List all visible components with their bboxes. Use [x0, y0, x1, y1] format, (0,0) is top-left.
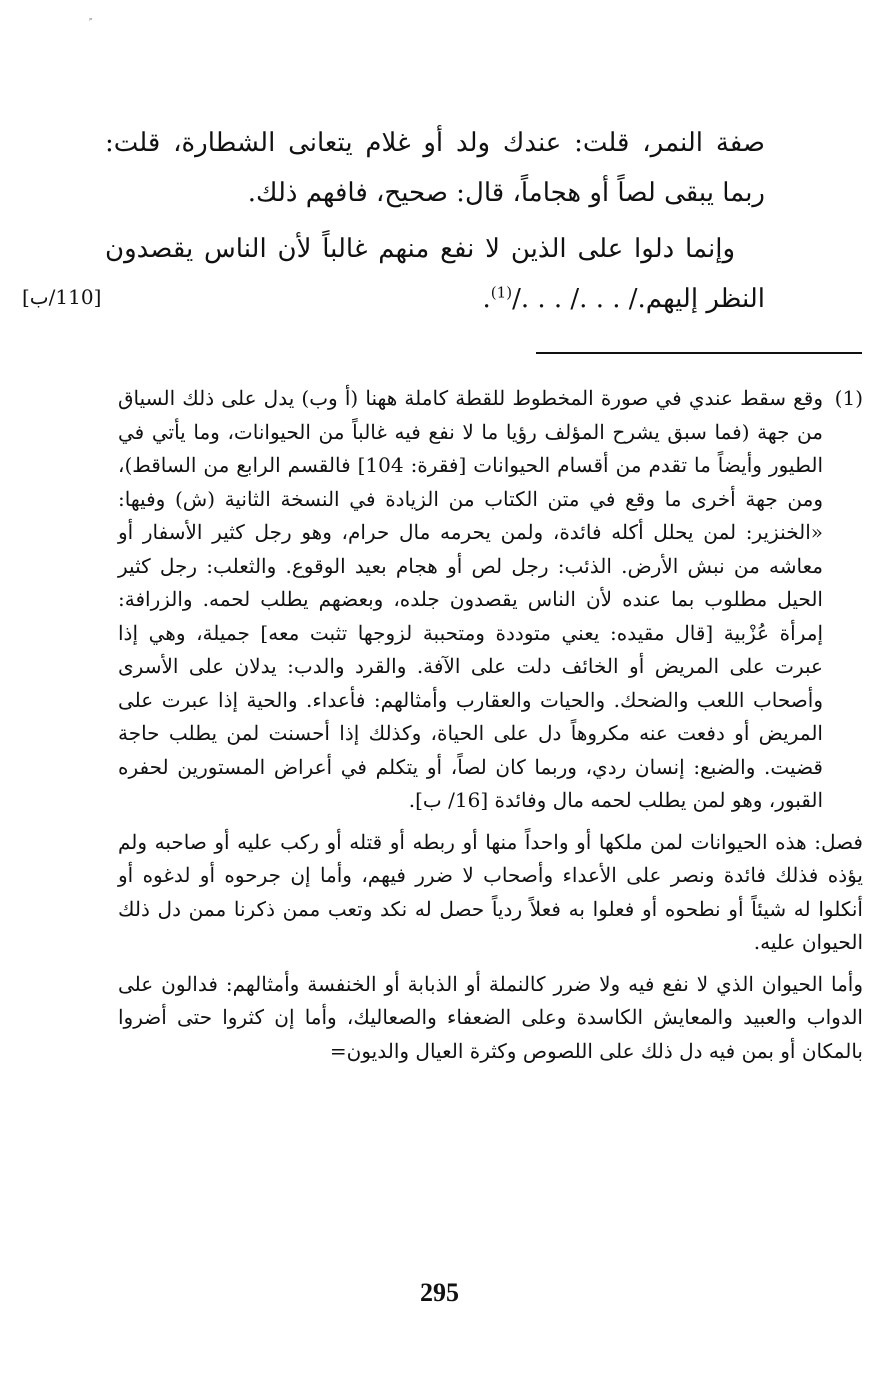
footnotes	[118, 382, 863, 1068]
footnote-paragraph-2: فصل: هذه الحيوانات لمن ملكها أو واحداً منها أو ربطه أو قتله أو ركب عليه أو صاحبه ولم يؤذه فذلك فائدة ونصر على الأعداء وأصحاب لا ضرر فيهم، وأما إن جرحوه أو لدغوه أو أنكلوا له شيئاً أو نطحوه أو فعلوا به فعلاً ردياً حصل له نكد وتعب ممن ذكرنا ممن دل ذلك الحيوان عليه.	[118, 829, 863, 954]
footnote-1	[118, 382, 863, 818]
main-paragraph-2	[105, 224, 765, 324]
main-paragraph-1: صفة النمر، قلت: عندك ولد أو غلام يتعانى الشطارة، قلت: ربما يبقى لصاً أو هجاماً، قال: صحيح، فافهم ذلك.	[105, 128, 765, 208]
main-text	[105, 118, 765, 324]
footnote-reference: (1)	[490, 283, 513, 302]
footnote-number: (1)	[834, 386, 863, 410]
main-paragraph-2-end: .	[482, 284, 491, 314]
footnote-paragraph-3: وأما الحيوان الذي لا نفع فيه ولا ضرر كالنملة أو الذبابة أو الخنفسة وأمثالهم: فدالون على الدواب والعبيد والمعايش الكاسدة وعلى الضعفاء والصعاليك، وأما إن كثروا حتى أضروا بالمكان أو بمن فيه دل ذلك على اللصوص وكثرة العيال والديون=	[118, 971, 863, 1063]
page-number: 295	[420, 1278, 459, 1307]
folio-marker: [110/ب]	[22, 285, 102, 309]
main-paragraph-2-text: وإنما دلوا على الذين لا نفع منهم غالباً لأن الناس يقصدون النظر إليهم./ . . ./ . . ./	[105, 234, 765, 314]
footnote-separator	[536, 352, 862, 354]
footnote-1-text: وقع سقط عندي في صورة المخطوط للقطة كاملة ههنا (أ وب) يدل على ذلك السياق من جهة (فما سبق يشرح المؤلف رؤيا ما لا نفع فيه غالباً من الحيوانات، وما يأتي في الطيور وأيضاً ما تقدم من أقسام الحيوانات [فقرة: 104] فالقسم الرابع من الساقط)، ومن جهة أخرى ما وقع في متن الكتاب من الزيادة في النسخة الثانية (ش) وفيها: «الخنزير: لمن يحلل أكله فائدة، ولمن يحرمه مال حرام، وهو رجل كثير الأسفار أو معاشه من نبش الأرض. الذئب: رجل لص أو هجام بعيد الوقوع. والثعلب: رجل كثير الحيل مطلوب بما عنده لأن الناس يقصدون جلده، وبعضهم يطلب لحمه. والزرافة: إمرأة عُزْبية [قال مقيده: يعني متوددة ومتحببة لزوجها تثبت معه] جميلة، وهي إذا عبرت على المريض أو الخائف دلت على الآفة. والقرد والدب: يدلان على الأسرى وأصحاب اللعب والضحك. والحيات والعقارب وأمثالهم: فأعداء. والحية إذا عبرت على المريض أو دفعت عنه مكروهاً دل على الحياة، وكذلك إذا أحسنت لمن يطلب حاجة قضيت. والضبع: إنسان ردي، وربما كان لصاً، أو يتكلم في أعراض المستورين لحفره القبور، وهو لمن يطلب لحمه مال وفائدة [16/ ب].	[118, 386, 823, 812]
